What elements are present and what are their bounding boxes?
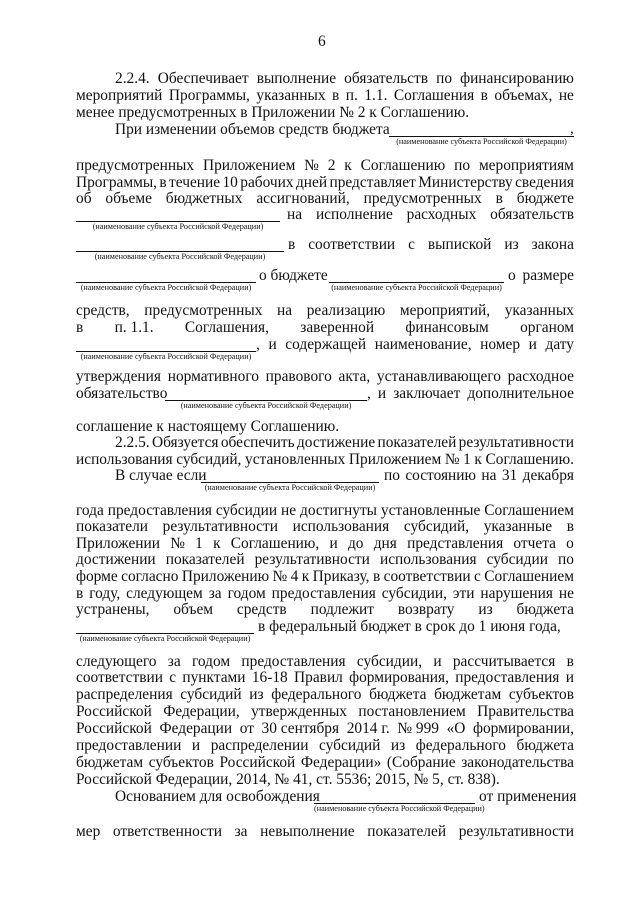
field-caption: (наименование субъекта Российской Федерации) <box>92 222 264 231</box>
text-line: предоставлении и распределении субсидий из федерального бюджета <box>76 737 574 754</box>
blank-field <box>76 267 256 283</box>
field-caption: (наименование субъекта Российской Федерации) <box>80 352 252 361</box>
text-line: устранены, объем средств подлежит возврату из бюджета <box>76 601 574 618</box>
text-line: Приложении № 1 к Соглашению, и до дня представления отчета о <box>76 535 574 552</box>
text-line: соглашение к настоящему Соглашению. <box>76 418 340 435</box>
field-caption: (наименование субъекта Российской Федерации) <box>80 283 252 292</box>
field-caption: (наименование субъекта Российской Федерации) <box>396 137 567 146</box>
blank-field <box>165 385 367 401</box>
field-caption: (наименование субъекта Российской Федерации) <box>314 804 485 813</box>
blank-field <box>329 267 504 283</box>
text-line: о бюджете <box>259 267 328 284</box>
text-line: года предоставления субсидии не достигнуты установленные Соглашением <box>76 502 574 519</box>
text-line: в п. 1.1. Соглашения, заверенной финансовым органом <box>76 319 574 336</box>
text-line: Российской Федерации от 30 сентября 2014 г. № 999 «О формировании, <box>76 720 574 737</box>
text-line: , и заключает дополнительное <box>367 385 574 402</box>
text-line: показатели результативности использования субсидий, указанные в <box>76 518 574 535</box>
field-caption: (наименование субъекта Российской Федерации) <box>94 252 266 261</box>
blank-field <box>76 206 280 222</box>
text-line: мер ответственности за невыполнение показателей результативности <box>76 823 574 840</box>
blank-field <box>76 336 256 352</box>
text-line: средств, предусмотренных на реализацию мероприятий, указанных <box>76 302 574 319</box>
text-line: на исполнение расходных обязательств <box>287 206 574 223</box>
text-line: форме согласно Приложению № 4 к Приказу, в соответствии с Соглашением <box>76 568 574 585</box>
text-line: 2.2.4. Обеспечивает выполнение обязательств по финансированию <box>115 70 574 87</box>
text-line: распределения субсидий из федерального бюджета бюджетам субъектов <box>76 686 574 703</box>
text-line: в федеральный бюджет в срок до 1 июня года, <box>258 618 561 635</box>
text-line: обязательство <box>76 385 168 402</box>
text-line: от применения <box>479 788 577 805</box>
text-line: менее предусмотренных в Приложении № 2 к Соглашению. <box>76 104 470 121</box>
text-line: по состоянию на 31 декабря <box>384 467 574 484</box>
text-line: 2.2.5. Обязуется обеспечить достижение показателей результативности <box>115 434 574 451</box>
blank-field <box>389 121 574 137</box>
blank-field <box>201 467 379 483</box>
text-line: о размере <box>508 267 574 284</box>
text-line: Основанием для освобождения <box>115 788 320 805</box>
text-line: достижении показателей результативности использования субсидии по <box>76 551 574 568</box>
text-line: соответствии с пунктами 16-18 Правил формирования, предоставления и <box>76 669 574 686</box>
field-caption: (наименование субъекта Российской Федерации) <box>180 401 352 410</box>
text-line: Российской Федерации, утвержденных постановлением Правительства <box>76 703 574 720</box>
text-line: бюджетам субъектов Российской Федерации» (Собрание законодательства <box>76 754 574 771</box>
text-line: В случае если <box>115 467 207 484</box>
page-number: 6 <box>318 33 326 50</box>
blank-field <box>76 618 254 634</box>
text-line: Российской Федерации, 2014, № 41, ст. 5536; 2015, № 5, ст. 838). <box>76 771 500 788</box>
text-line: мероприятий Программы, указанных в п. 1.1. Соглашения в объемах, не <box>76 87 574 104</box>
field-caption: (наименование субъекта Российской Федерации) <box>204 483 376 492</box>
blank-field <box>76 236 284 252</box>
text-line: об объеме бюджетных ассигнований, предусмотренных в бюджете <box>76 190 574 207</box>
blank-field <box>314 788 475 804</box>
text-line: в соответствии с выпиской из закона <box>288 236 574 253</box>
text-line: предусмотренных Приложением № 2 к Соглашению по мероприятиям <box>76 157 574 174</box>
text-line: При изменении объемов средств бюджета <box>115 121 390 138</box>
text-line: в году, следующем за годом предоставления субсидии, эти нарушения не <box>76 585 574 602</box>
text-line: следующего за годом предоставления субсидии, и рассчитывается в <box>76 653 574 670</box>
text-line: утверждения нормативного правового акта, устанавливающего расходное <box>76 368 574 385</box>
text-line: , и содержащей наименование, номер и дату <box>256 336 574 353</box>
field-caption: (наименование субъекта Российской Федерации) <box>331 283 502 292</box>
text-line: использования субсидий, установленных Приложением № 1 к Соглашению. <box>76 451 574 468</box>
text-line: Программы, в течение 10 рабочих дней представляет Министерству сведения <box>76 174 574 191</box>
field-caption: (наименование субъекта Российской Федерации) <box>79 634 251 643</box>
